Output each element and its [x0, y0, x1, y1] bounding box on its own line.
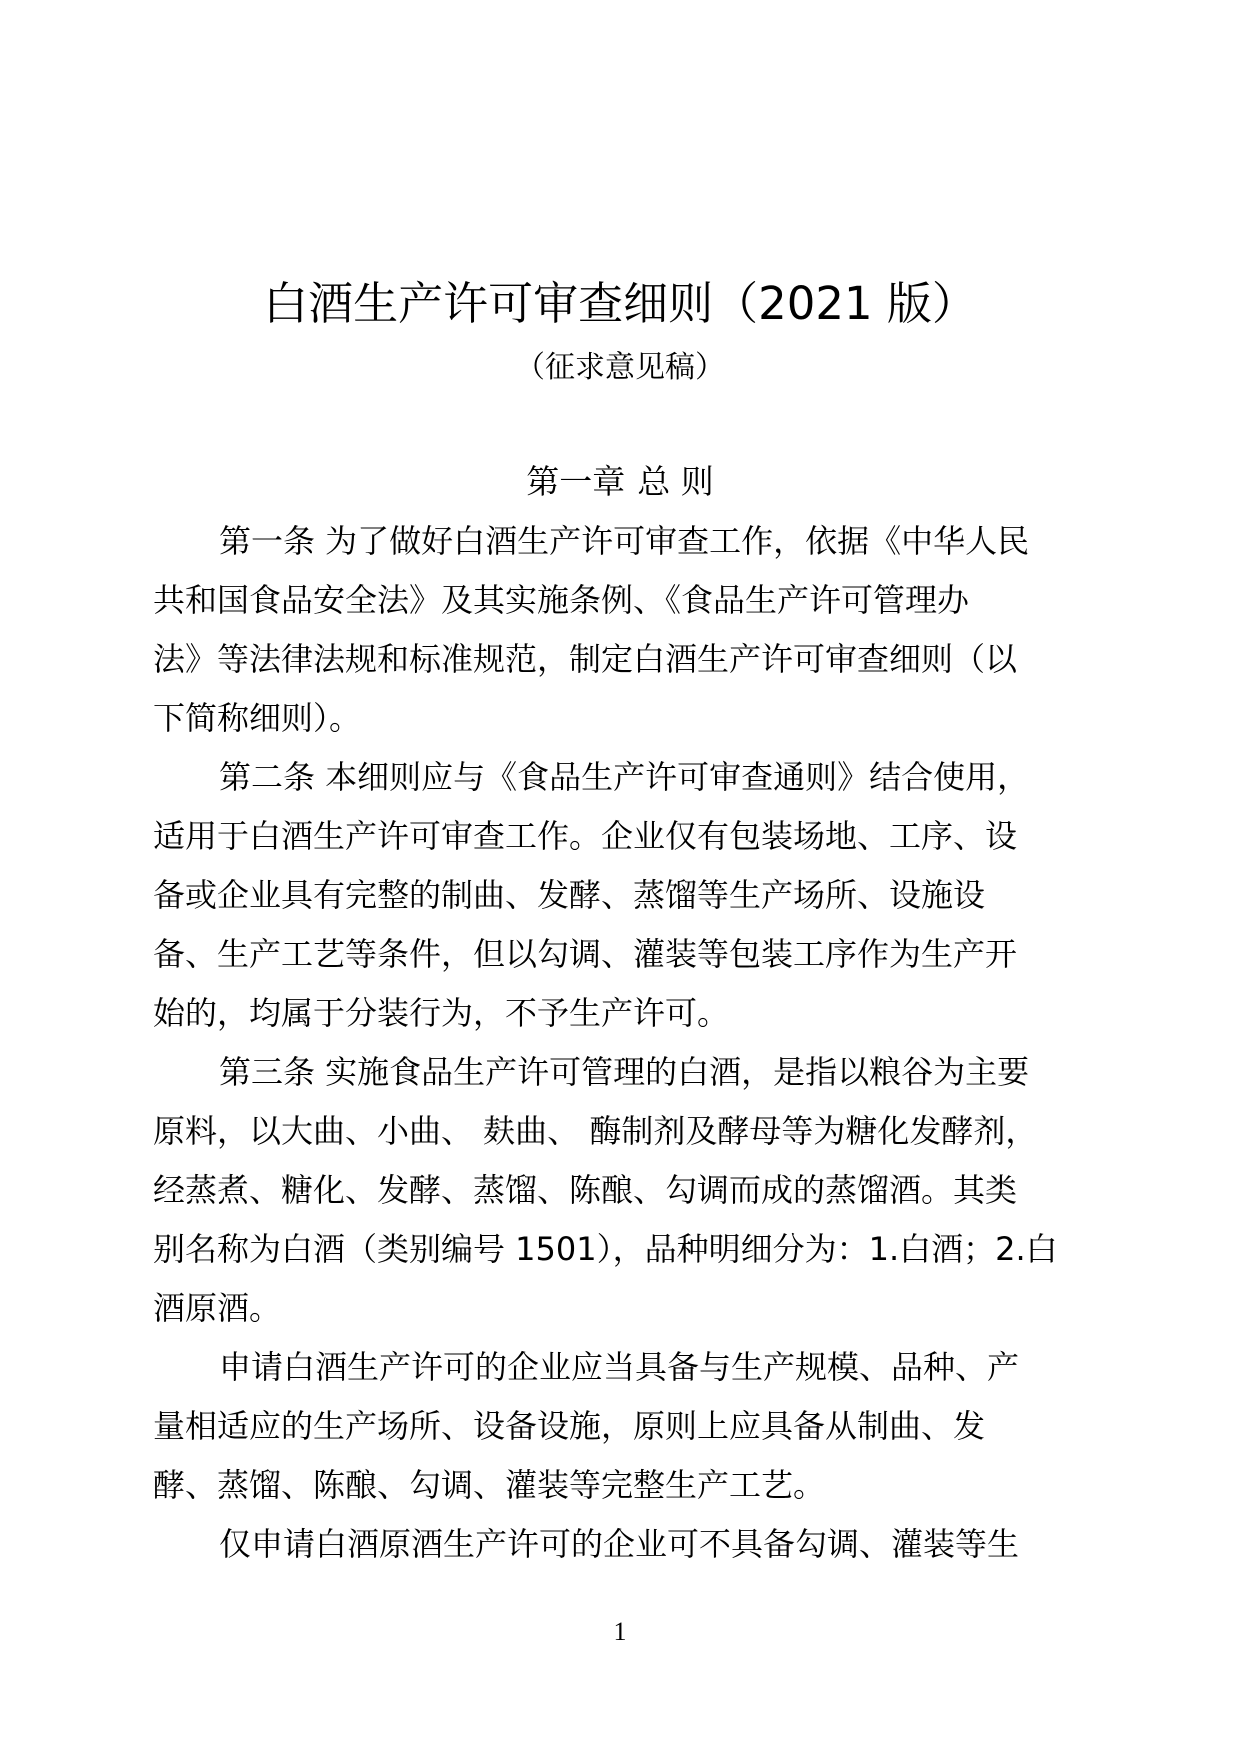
- document-title: 白酒生产许可审查细则（2021 版）: [263, 277, 977, 330]
- text-line: 量相适应的生产场所、设备设施，原则上应具备从制曲、发: [153, 1407, 986, 1445]
- text-line: 共和国食品安全法》及其实施条例、《食品生产许可管理办: [153, 581, 970, 619]
- text-line: 始的，均属于分装行为，不予生产许可。: [153, 994, 730, 1032]
- text-line: 酒原酒。: [153, 1289, 282, 1327]
- page-number: 1: [613, 1617, 627, 1646]
- document-subtitle: （征求意见稿）: [515, 350, 725, 385]
- text-line: 法》等法律法规和标准规范，制定白酒生产许可审查细则（以: [153, 640, 1018, 678]
- chapter-number: 第一章: [526, 462, 626, 501]
- text-line: 第一条 为了做好白酒生产许可审查工作，依据《中华人民: [219, 522, 1030, 560]
- text-line: 原料，以大曲、小曲、 麸曲、 酶制剂及酵母等为糖化发酵剂，: [153, 1112, 1038, 1150]
- text-line: 别名称为白酒（类别编号 1501），品种明细分为：1.白酒；2.白: [153, 1230, 1058, 1268]
- text-line: 备、生产工艺等条件，但以勾调、灌装等包装工序作为生产开: [153, 935, 1018, 973]
- chapter-name: 总 则: [637, 462, 714, 501]
- chapter-heading: [0, 460, 1240, 504]
- text-line: 申请白酒生产许可的企业应当具备与生产规模、品种、产: [219, 1348, 1020, 1386]
- text-line: 酵、蒸馏、陈酿、勾调、灌装等完整生产工艺。: [153, 1466, 826, 1504]
- text-line: 备或企业具有完整的制曲、发酵、蒸馏等生产场所、设施设: [153, 876, 986, 914]
- text-line: 仅申请白酒原酒生产许可的企业可不具备勾调、灌装等生: [219, 1525, 1020, 1563]
- body-text: [153, 512, 1083, 1574]
- text-line: 第三条 实施食品生产许可管理的白酒，是指以粮谷为主要: [219, 1053, 1030, 1091]
- text-line: 下简称细则）。: [153, 699, 362, 737]
- text-line: 第二条 本细则应与《食品生产许可审查通则》结合使用，: [219, 758, 1030, 796]
- text-line: 适用于白酒生产许可审查工作。企业仅有包装场地、工序、设: [153, 817, 1018, 855]
- text-line: 经蒸煮、糖化、发酵、蒸馏、陈酿、勾调而成的蒸馏酒。其类: [153, 1171, 1018, 1209]
